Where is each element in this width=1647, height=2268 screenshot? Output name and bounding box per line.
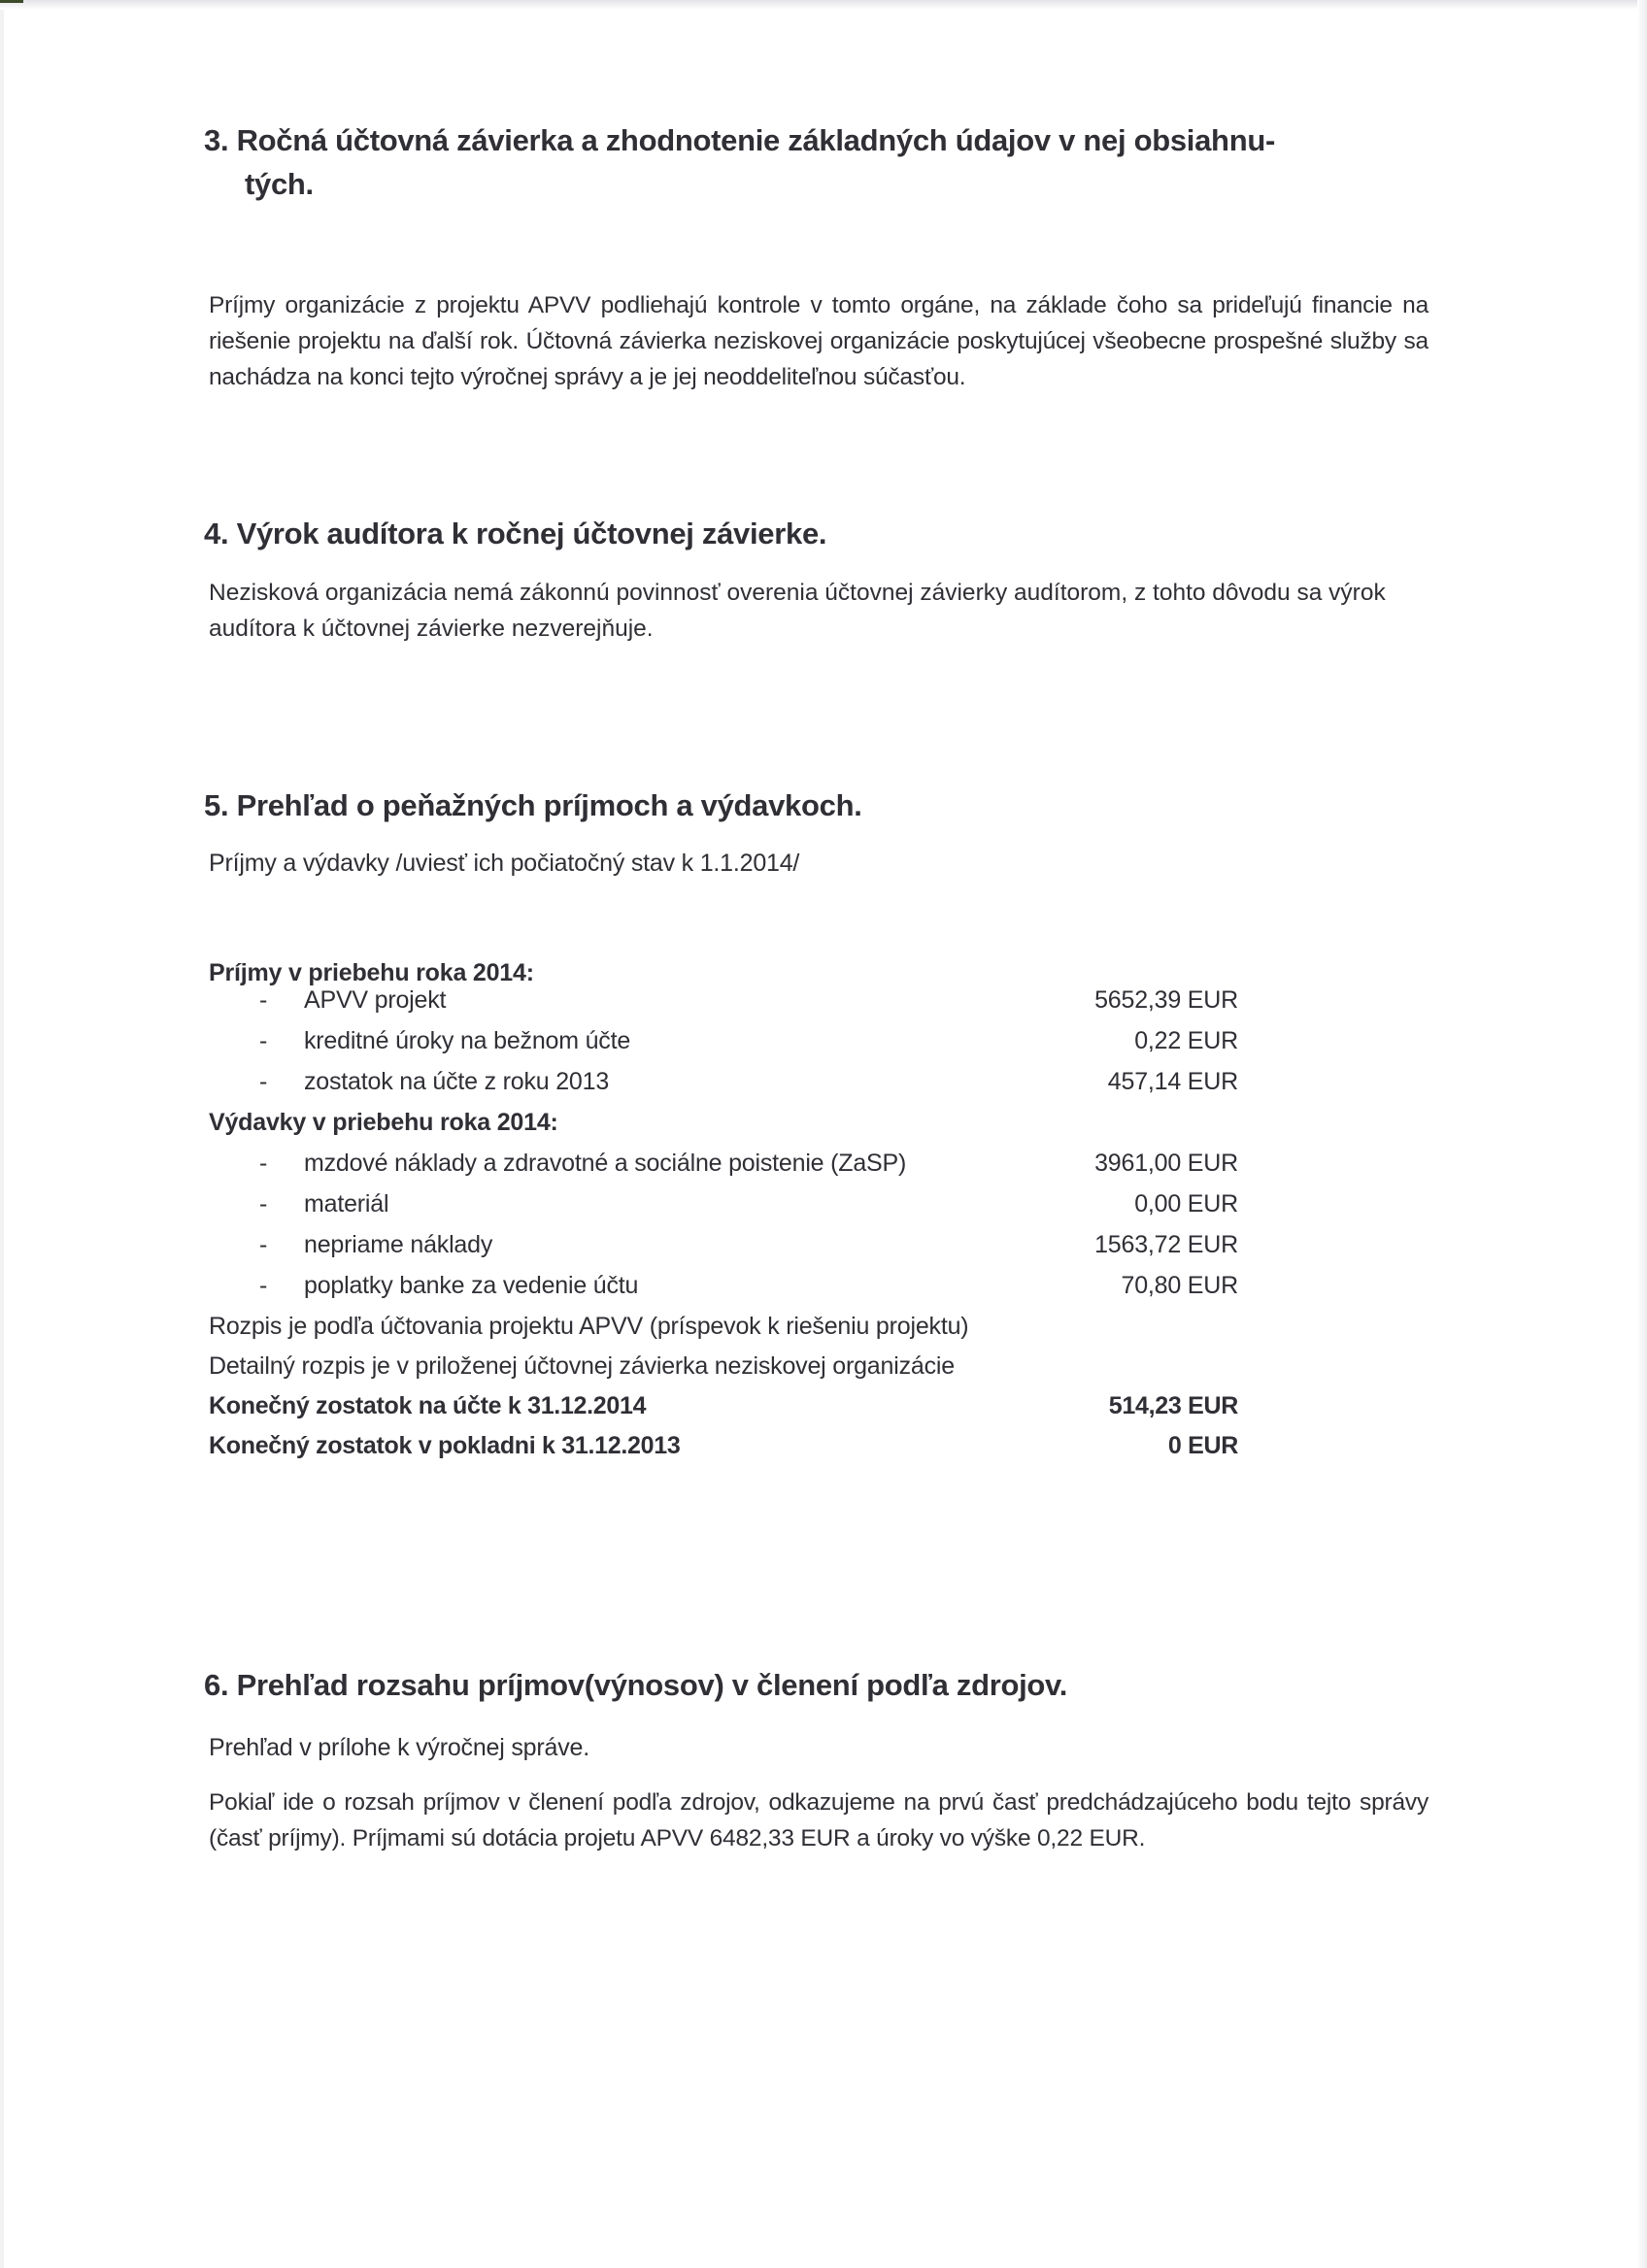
income-item xyxy=(209,1020,1238,1061)
section-3-heading: 3. Ročná účtovná závierka a zhodnotenie základných údajov v nej obsiahnu- xyxy=(204,123,1275,157)
total-account-balance xyxy=(209,1385,1238,1426)
expense-item-label: mzdové náklady a zdravotné a sociálne poistenie (ZaSP) xyxy=(304,1150,907,1177)
income-item-amount: 5652,39 EUR xyxy=(1094,986,1238,1014)
scan-edge-top xyxy=(0,0,1647,10)
income-item-amount: 457,14 EUR xyxy=(1107,1068,1238,1095)
bullet-dash: - xyxy=(259,986,268,1014)
bullet-dash: - xyxy=(259,1272,268,1299)
section-4-heading: 4. Výrok audítora k ročnej účtovnej závierke. xyxy=(204,517,827,550)
section-4-paragraph: Nezisková organizácia nemá zákonnú povinnosť overenia účtovnej závierky audítorom, z tohto dôvodu sa výrok audítora k účtovnej závierke nezverejňuje. xyxy=(209,580,1386,642)
income-item xyxy=(209,1061,1238,1102)
scan-edge-right xyxy=(1637,0,1647,2268)
expense-title: Výdavky v priebehu roka 2014: xyxy=(209,1109,558,1136)
scan-mark xyxy=(0,0,23,3)
expense-item xyxy=(209,1265,1238,1306)
expense-item-amount: 70,80 EUR xyxy=(1121,1272,1238,1299)
bullet-dash: - xyxy=(259,1027,268,1054)
expense-item xyxy=(209,1143,1238,1184)
section-3-heading-continuation: tých. xyxy=(245,167,314,201)
income-item-label: kreditné úroky na bežnom účte xyxy=(304,1027,631,1054)
section-3-paragraph: Príjmy organizácie z projektu APVV podliehajú kontrole v tomto orgáne, na základe čoho sa prideľujú financie na riešenie projektu na ďalší rok. Účtovná závierka neziskovej organizácie poskytujúcej všeobecne prospešné služby sa nachádza na konci tejto výročnej správy a je jej neoddeliteľnou súčasťou. xyxy=(209,292,1429,390)
bullet-dash: - xyxy=(259,1231,268,1258)
income-item-amount: 0,22 EUR xyxy=(1134,1027,1238,1054)
total-label: Konečný zostatok na účte k 31.12.2014 xyxy=(209,1392,647,1419)
income-title: Príjmy v priebehu roka 2014: xyxy=(209,959,534,986)
scan-edge-left xyxy=(0,0,4,2268)
total-amount: 514,23 EUR xyxy=(1108,1392,1238,1419)
expense-item-amount: 0,00 EUR xyxy=(1134,1190,1238,1217)
note-breakdown: Rozpis je podľa účtovania projektu APVV (príspevok k riešeniu projektu) xyxy=(209,1313,969,1340)
expense-item-label: poplatky banke za vedenie účtu xyxy=(304,1272,639,1299)
expense-item xyxy=(209,1224,1238,1265)
total-cash-balance xyxy=(209,1425,1238,1466)
expense-item xyxy=(209,1184,1238,1224)
section-5-intro: Príjmy a výdavky /uviesť ich počiatočný stav k 1.1.2014/ xyxy=(209,850,800,877)
bullet-dash: - xyxy=(259,1190,268,1217)
section-6-paragraph: Pokiaľ ide o rozsah príjmov v členení podľa zdrojov, odkazujeme na prvú časť predchádzajúceho bodu tejto správy (časť príjmy). Príjmami sú dotácia projetu APVV 6482,33 EUR a úroky vo výške 0,22 EUR. xyxy=(209,1789,1429,1851)
bullet-dash: - xyxy=(259,1068,268,1095)
section-6-intro: Prehľad v prílohe k výročnej správe. xyxy=(209,1734,589,1761)
expense-item-amount: 1563,72 EUR xyxy=(1094,1231,1238,1258)
income-item-label: APVV projekt xyxy=(304,986,447,1014)
income-item xyxy=(209,980,1238,1020)
section-6-heading: 6. Prehľad rozsahu príjmov(výnosov) v členení podľa zdrojov. xyxy=(204,1668,1068,1702)
expense-item-amount: 3961,00 EUR xyxy=(1094,1150,1238,1177)
total-amount: 0 EUR xyxy=(1167,1432,1238,1459)
expense-item-label: nepriame náklady xyxy=(304,1231,493,1258)
bullet-dash: - xyxy=(259,1150,268,1177)
note-detail: Detailný rozpis je v priloženej účtovnej závierka neziskovej organizácie xyxy=(209,1352,955,1380)
expense-item-label: materiál xyxy=(304,1190,389,1217)
section-5-heading: 5. Prehľad o peňažných príjmoch a výdavkoch. xyxy=(204,788,862,822)
income-item-label: zostatok na účte z roku 2013 xyxy=(304,1068,610,1095)
total-label: Konečný zostatok v pokladni k 31.12.2013 xyxy=(209,1432,681,1459)
